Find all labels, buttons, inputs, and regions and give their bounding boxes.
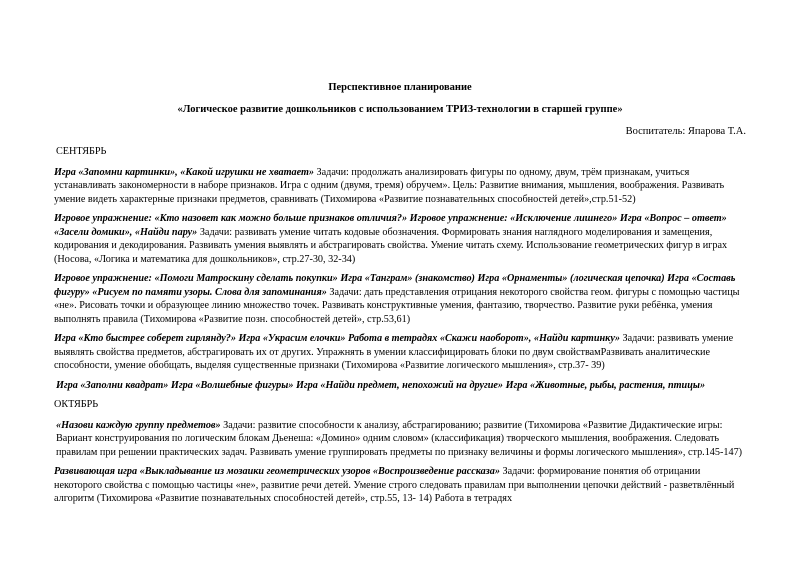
activity-title: Игровое упражнение: «Помоги Матроскину сделать покупки» Игра «Танграм» (знакомство) Игра «Орнаменты» (логическая цепочка) Игра «Составь фигуру» «Рисуем по памяти узоры. Слова для запоминания»	[54, 273, 736, 298]
activity-description: Задачи: развивать умение читать кодовые обозначения. Формировать знания наглядного моделирования и замещения, кодирования и декодирования. Развивать умения выявлять и абстрагировать свойства. Умение читать схему. Использование геометрических фигур в играх (Носова, «Логика и математика для дошкольников», стр.27-30, 32-34)	[54, 226, 728, 265]
activity-description: Задачи: дать представления отрицания некоторого свойства геом. фигуры с помощью частицы «не». Рисовать точки и образующее линию множество точек. Развивать конструктивные умения, фантазию, творчество. Развитие руки ребёнка, умения выполнять правила (Тихомирова «Развитие позн. способностей детей», стр.53,61)	[54, 286, 740, 325]
plan-content	[54, 145, 748, 512]
activity-description: Задачи: формирование понятия об отрицании некоторого свойства с помощью частицы «не», развитие речи детей. Умение строго следовать правилам при выполнении цепочки действий - разветвлённый алгоритм (Тихомирова «Развитие познавательных способностей детей», стр.55, 13- 14) Работа в тетрадях	[54, 466, 735, 504]
activity-title: «Назови каждую группу предметов»	[56, 419, 221, 431]
month-heading-october: ОКТЯБРЬ	[54, 399, 99, 410]
document-title: Перспективное планирование	[328, 82, 472, 93]
activity-title: Развивающая игра «Выкладывание из мозаики геометрических узоров «Воспроизведение рассказа»	[54, 466, 500, 477]
activity-description: Задачи: развивать умение выявлять свойства предметов, абстрагировать их от других. Упражнять в умении классифицировать блоки по двум свойствамРазвивать аналитические способности, умение обобщать, выделяя существенные признаки (Тихомирова «Развитие логического мышления», стр.37- 39)	[54, 333, 734, 371]
activity-title: Игра «Заполни квадрат» Игра «Волшебные фигуры» Игра «Найди предмет, непохожий на другие» Игра «Животные, рыбы, растения, птицы»	[56, 379, 706, 391]
activity-title: Игровое упражнение: «Кто назовет как можно больше признаков отличия?» Игровое упражнение: «Исключение лишнего» Игра «Вопрос – ответ» «Засели домики», «Найди пару»	[54, 213, 727, 238]
activity-description: Задачи: продолжать анализировать фигуры по одному, двум, трём признакам, учиться устанавливать закономерности в наборе признаков. Игра с одним (двумя, тремя) обручем». Цель: Развитие внимания, мышления, воображения. Развивать умение видеть характерные признаки предметов, сравнивать (Тихомирова «Развитие познавательных способностей детей»,стр.51-52)	[54, 166, 725, 205]
document-subtitle: «Логическое развитие дошкольников с использованием ТРИЗ-технологии в старшей группе»	[177, 104, 623, 115]
plan-paragraph	[54, 379, 748, 393]
teacher-name: Воспитатель: Япарова Т.А.	[625, 126, 746, 137]
plan-paragraph	[54, 272, 748, 326]
plan-paragraph	[54, 419, 748, 460]
activity-description: Задачи: развитие способности к анализу, абстрагированию; развитие (Тихомирова «Развитие Дидактические игры: Вариант конструирования по логическим блокам Дьенеша: «Домино» одним словом» (классификация) творческого мышления, воображения. Следовать правилам при решении практических задач. Развивать умение группировать предметы по признаку величины и формы логического мышления», стр.145-147)	[56, 419, 743, 458]
plan-paragraph	[54, 166, 748, 207]
activity-title: Игра «Кто быстрее соберет гирлянду?» Игра «Украсим елочки» Работа в тетрадях «Скажи наоборот», «Найди картинку»	[54, 333, 620, 344]
month-heading-september: СЕНТЯБРЬ	[56, 146, 107, 157]
plan-paragraph	[54, 212, 748, 266]
plan-paragraph	[54, 332, 748, 373]
plan-paragraph	[54, 465, 748, 506]
activity-title: Игра «Запомни картинки», «Какой игрушки не хватает»	[54, 166, 314, 178]
